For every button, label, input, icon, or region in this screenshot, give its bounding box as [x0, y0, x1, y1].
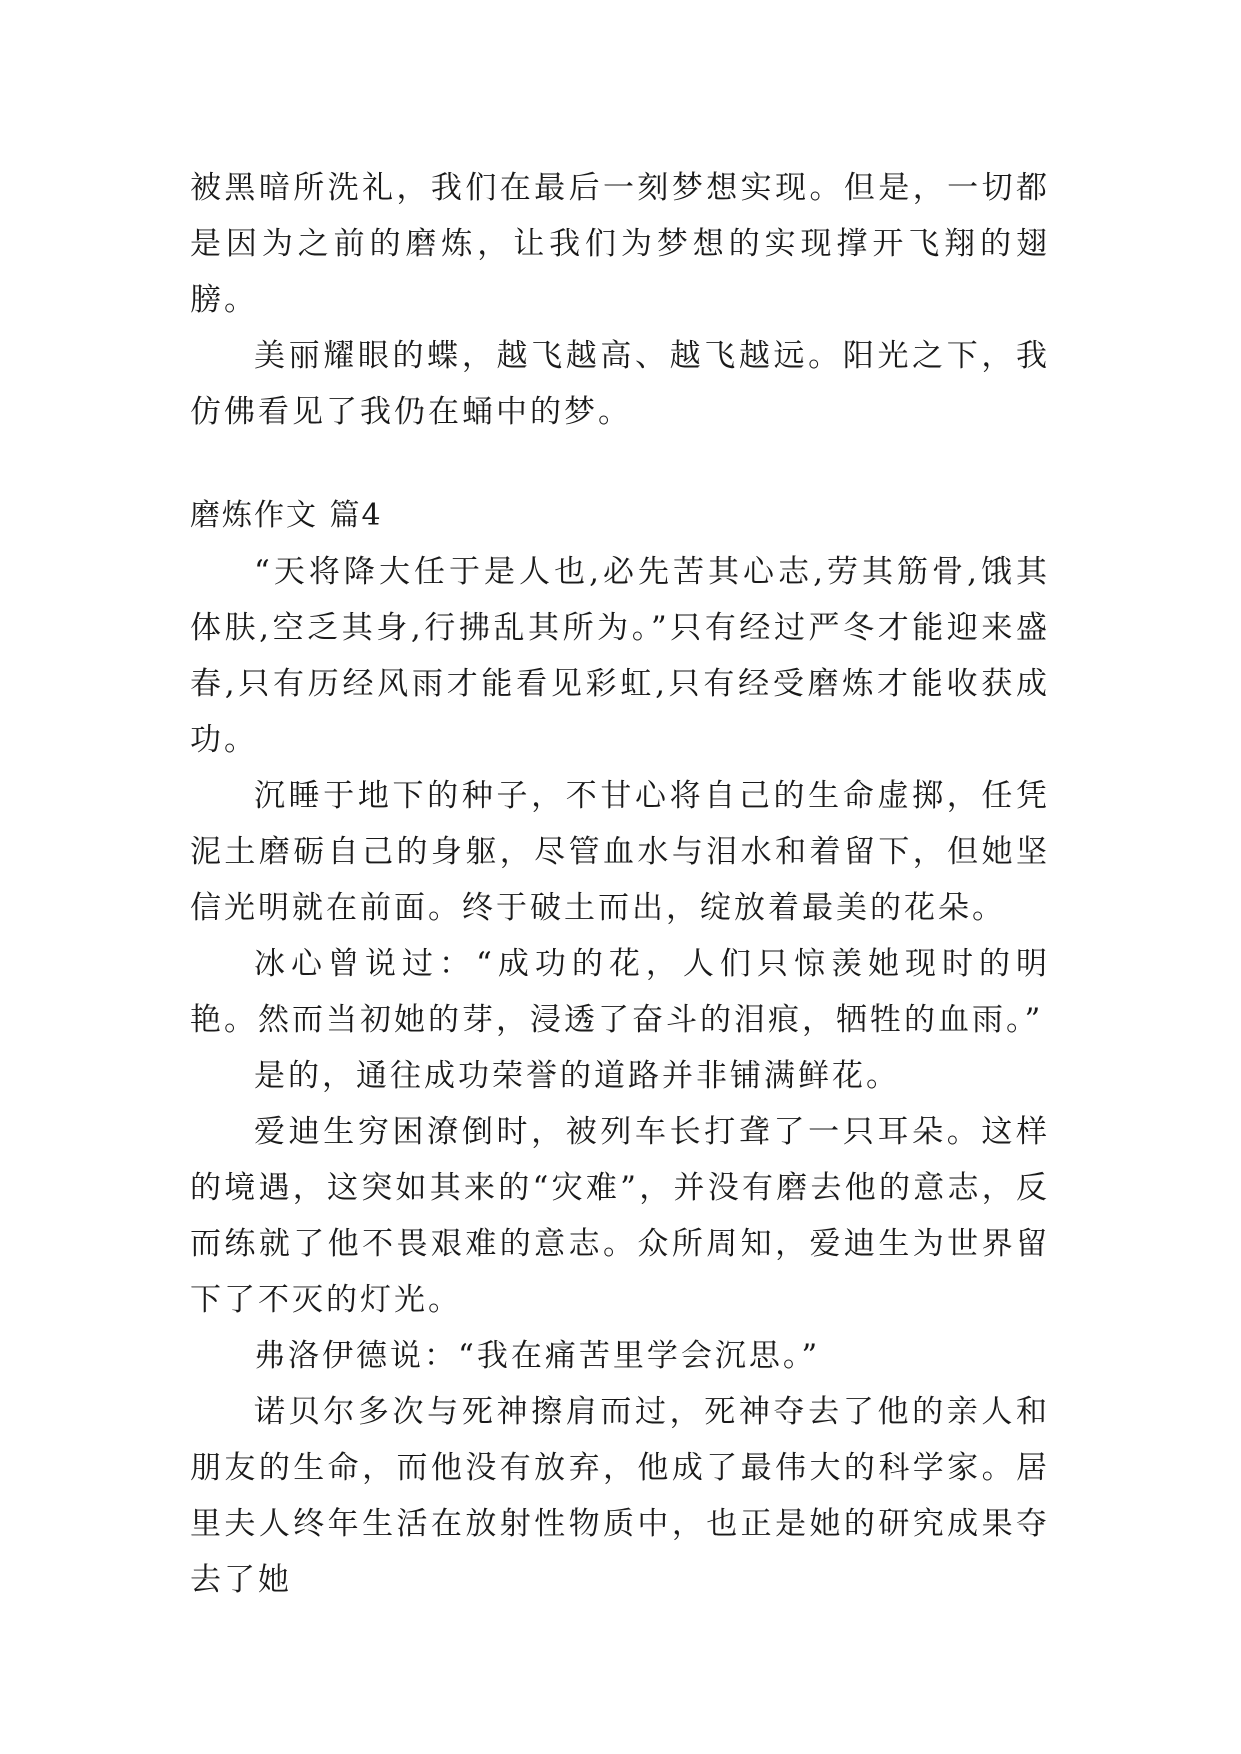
paragraph-9: 诺贝尔多次与死神擦肩而过，死神夺去了他的亲人和朋友的生命，而他没有放弃，他成了最伟大的科学家。居里夫人终年生活在放射性物质中，也正是她的研究成果夺去了她: [190, 1394, 1050, 1598]
section-title: 磨炼作文 篇4: [190, 498, 383, 533]
paragraph-2: 美丽耀眼的蝶，越飞越高、越飞越远。阳光之下，我仿佛看见了我仍在蛹中的梦。: [190, 338, 1050, 430]
paragraph-6: 是的，通往成功荣誉的道路并非铺满鲜花。: [254, 1058, 900, 1094]
paragraph-7: 爱迪生穷困潦倒时，被列车长打聋了一只耳朵。这样的境遇，这突如其来的“灾难”，并没有磨去他的意志，反而练就了他不畏艰难的意志。众所周知，爱迪生为世界留下了不灭的灯光。: [190, 1114, 1050, 1318]
paragraph-4: 沉睡于地下的种子，不甘心将自己的生命虚掷，任凭泥土磨砺自己的身躯，尽管血水与泪水和着留下，但她坚信光明就在前面。终于破土而出，绽放着最美的花朵。: [190, 778, 1050, 926]
paragraph-8: 弗洛伊德说：“我在痛苦里学会沉思。”: [254, 1338, 821, 1374]
document-body: [190, 160, 1050, 1608]
paragraph-5: 冰心曾说过：“成功的花，人们只惊羡她现时的明艳。然而当初她的芽，浸透了奋斗的泪痕，牺牲的血雨。”: [190, 946, 1050, 1038]
paragraph-1: 被黑暗所洗礼，我们在最后一刻梦想实现。但是，一切都是因为之前的磨炼，让我们为梦想的实现撑开飞翔的翅膀。: [190, 170, 1050, 318]
paragraph-3: “天将降大任于是人也,必先苦其心志,劳其筋骨,饿其体肤,空乏其身,行拂乱其所为。”只有经过严冬才能迎来盛春,只有历经风雨才能看见彩虹,只有经受磨炼才能收获成功。: [190, 554, 1050, 758]
